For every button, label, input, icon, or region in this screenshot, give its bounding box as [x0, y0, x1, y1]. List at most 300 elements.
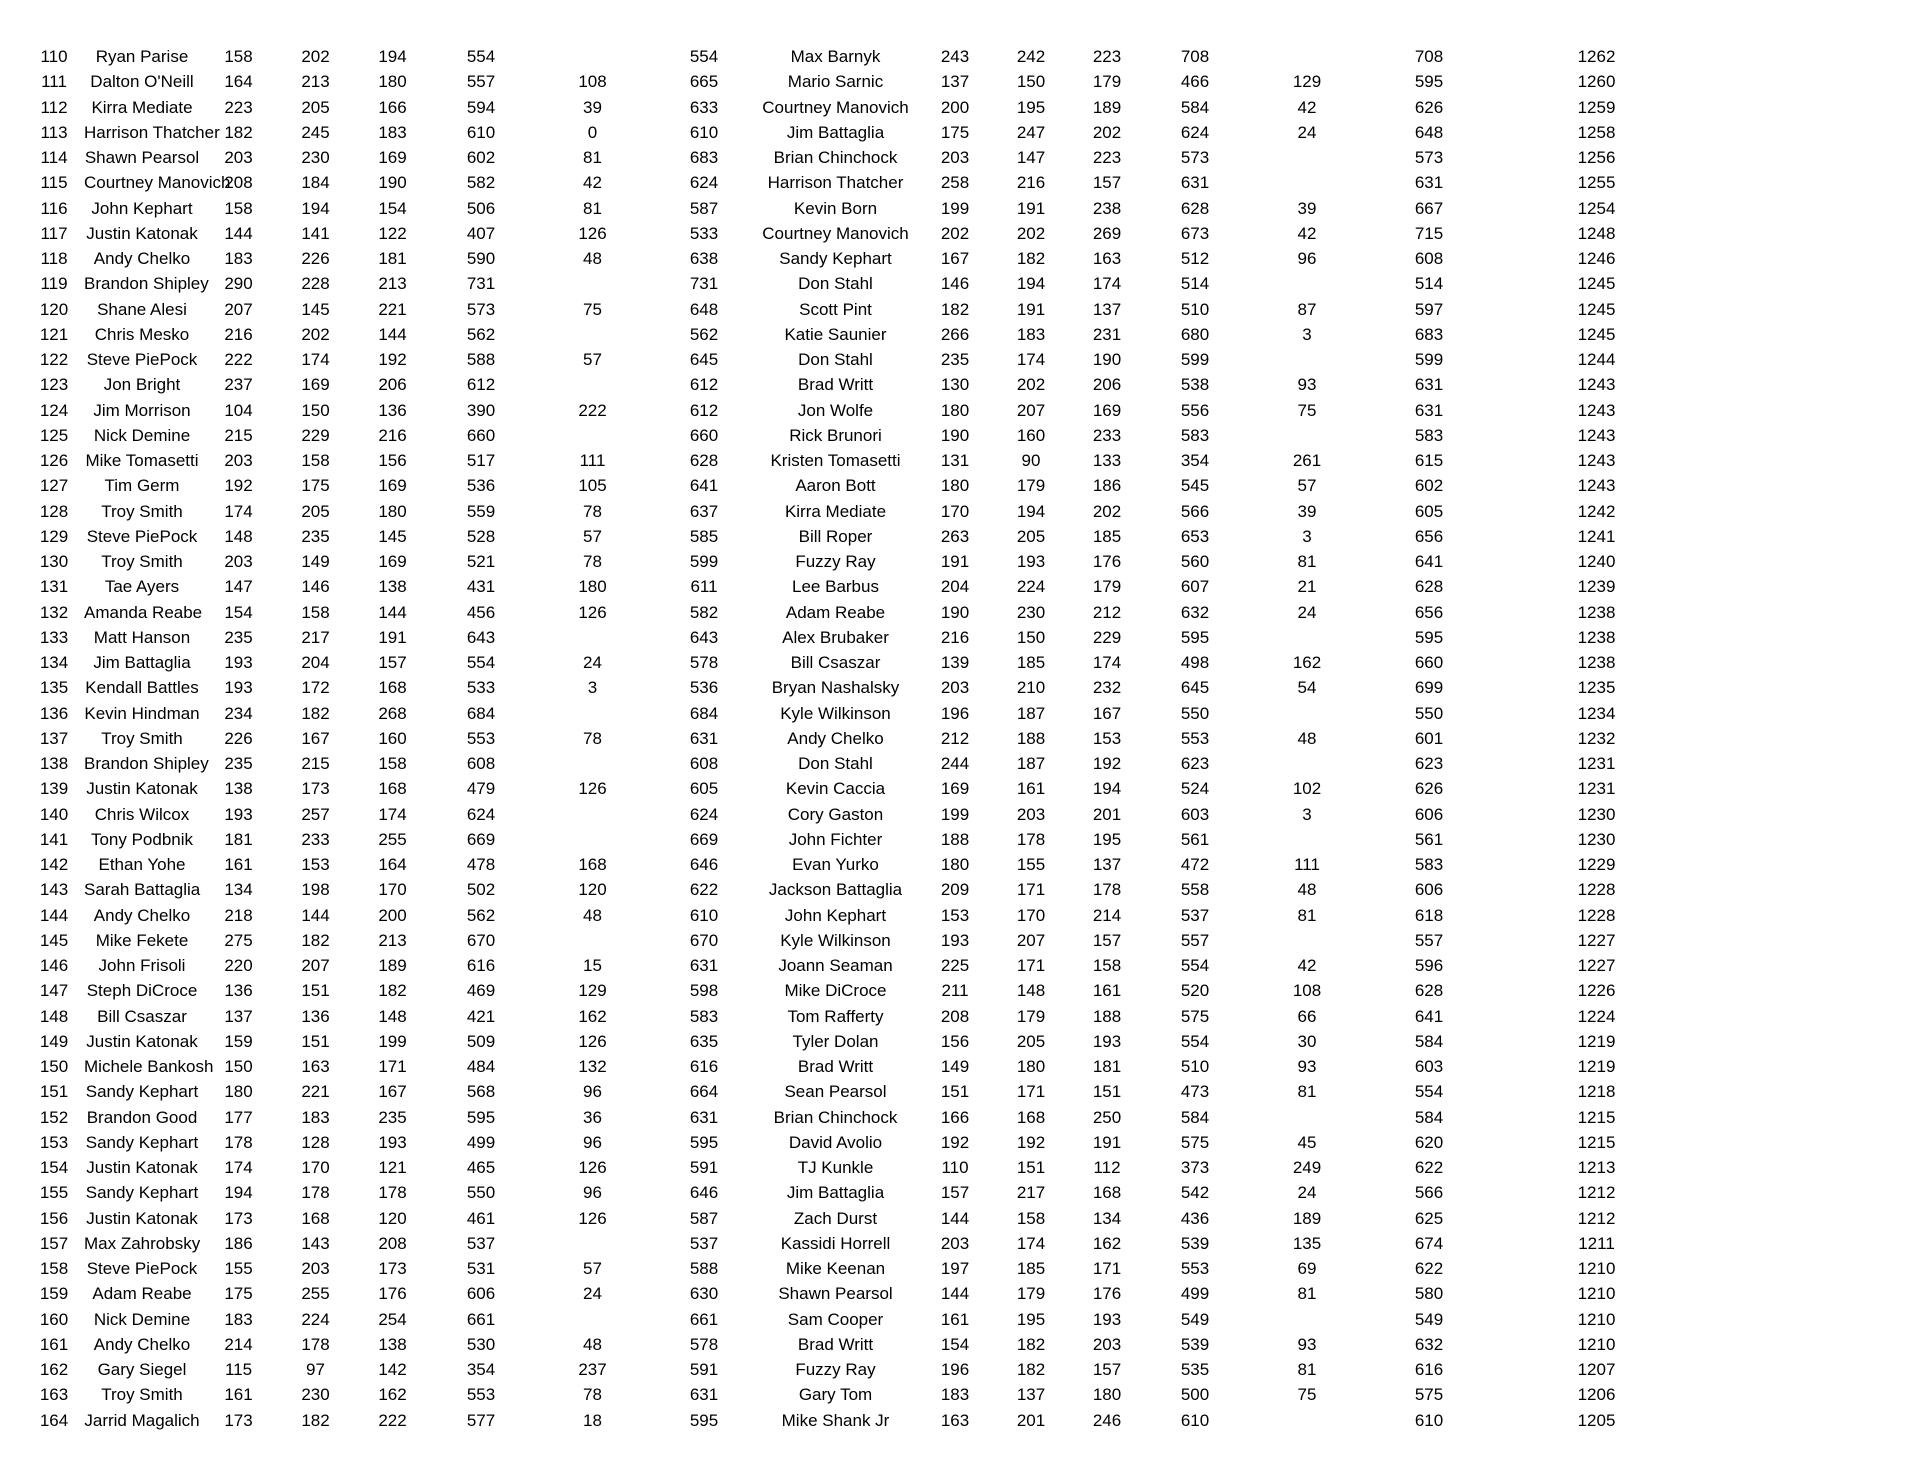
bowler-2-name-cell: Kassidi Horrell [780, 1233, 891, 1253]
bowler-2-scratch-cell: 553 [1180, 728, 1210, 748]
bowler-2-game-2-cell: 203 [1016, 804, 1046, 824]
bowler-2-scratch-cell: 545 [1180, 476, 1210, 496]
bowler-2-game-1-cell: 144 [940, 1208, 970, 1228]
bowler-1-game-2-cell: 182 [301, 930, 330, 950]
bowler-1-game-1-cell: 175 [224, 1284, 253, 1304]
bowler-2-scratch-cell: 539 [1180, 1334, 1210, 1354]
bowler-2-total-cell: 648 [1414, 122, 1444, 142]
bowler-1-game-2-cell: 163 [301, 1057, 330, 1077]
table-row [24, 524, 1704, 549]
bowler-2-handicap-cell: 93 [1297, 1334, 1317, 1354]
rank-cell: 130 [39, 552, 69, 572]
bowler-2-game-1-cell: 131 [940, 451, 970, 471]
bowler-1-total-cell: 645 [689, 350, 719, 370]
bowler-2-name-cell: Kirra Mediate [784, 501, 887, 521]
bowler-1-game-3-cell: 182 [378, 981, 407, 1001]
bowler-1-name-cell: Gary Siegel [97, 1360, 187, 1380]
table-row [24, 423, 1704, 448]
bowler-1-name-cell: Chris Mesko [94, 324, 190, 344]
bowler-2-game-3-cell: 212 [1092, 602, 1122, 622]
bowler-2-game-2-cell: 148 [1016, 981, 1046, 1001]
bowler-2-name-cell: John Kephart [784, 905, 887, 925]
bowler-2-game-3-cell: 157 [1092, 1360, 1122, 1380]
bowler-1-handicap-cell: 57 [583, 1259, 602, 1279]
bowler-1-game-3-cell: 121 [378, 1158, 407, 1178]
bowler-1-scratch-cell: 661 [466, 1309, 496, 1329]
bowler-1-game-3-cell: 164 [378, 855, 407, 875]
bowler-1-name-cell: Nick Demine [93, 425, 191, 445]
bowler-1-name-cell: Harrison Thatcher [84, 122, 220, 142]
bowler-1-game-1-cell: 183 [224, 1309, 253, 1329]
bowler-2-name-cell: Brad Writt [797, 1057, 874, 1077]
bowler-1-game-2-cell: 257 [301, 804, 330, 824]
bowler-1-scratch-cell: 554 [466, 47, 496, 67]
bowler-1-scratch-cell: 469 [466, 981, 496, 1001]
bowler-1-game-3-cell: 173 [378, 1259, 407, 1279]
bowler-1-game-3-cell: 178 [378, 1183, 407, 1203]
table-row [24, 928, 1704, 953]
bowler-1-game-1-cell: 181 [224, 829, 253, 849]
bowler-2-scratch-cell: 542 [1180, 1183, 1210, 1203]
rank-cell: 143 [39, 880, 69, 900]
table-row [24, 1357, 1704, 1382]
bowler-2-game-3-cell: 193 [1092, 1031, 1122, 1051]
bowler-1-game-2-cell: 207 [301, 956, 330, 976]
table-row [24, 1079, 1704, 1104]
bowler-2-name-cell: TJ Kunkle [797, 1158, 874, 1178]
bowler-2-scratch-cell: 498 [1180, 653, 1210, 673]
bowler-2-game-1-cell: 146 [940, 274, 970, 294]
bowler-2-name-cell: Shawn Pearsol [778, 1284, 893, 1304]
bowler-1-handicap-cell: 126 [578, 779, 607, 799]
bowler-1-handicap-cell: 42 [583, 173, 602, 193]
bowler-1-handicap-cell [531, 701, 654, 726]
bowler-1-total-cell: 595 [689, 1410, 719, 1430]
bowler-1-handicap-cell: 222 [578, 400, 607, 420]
rank-cell: 140 [39, 804, 69, 824]
bowler-2-total-cell: 514 [1414, 274, 1444, 294]
bowler-1-game-3-cell: 169 [378, 552, 407, 572]
bowler-2-game-3-cell: 188 [1092, 1006, 1122, 1026]
bowler-1-game-2-cell: 183 [301, 1107, 330, 1127]
team-total-cell: 1243 [1577, 375, 1616, 395]
bowler-2-game-2-cell: 160 [1016, 425, 1046, 445]
bowler-1-scratch-cell: 461 [466, 1208, 496, 1228]
rank-cell: 113 [40, 122, 68, 142]
bowler-1-handicap-cell: 126 [578, 1208, 607, 1228]
bowler-2-scratch-cell: 610 [1180, 1410, 1210, 1430]
bowler-1-total-cell: 637 [689, 501, 719, 521]
rank-cell: 148 [39, 1006, 69, 1026]
bowler-1-game-3-cell: 171 [378, 1057, 407, 1077]
bowler-1-game-2-cell: 167 [301, 728, 330, 748]
bowler-1-total-cell: 661 [689, 1309, 719, 1329]
bowler-2-scratch-cell: 573 [1180, 148, 1210, 168]
table-row [24, 69, 1704, 94]
bowler-2-total-cell: 599 [1414, 350, 1444, 370]
bowler-2-game-1-cell: 203 [940, 678, 970, 698]
bowler-1-game-3-cell: 191 [378, 627, 407, 647]
bowler-2-game-2-cell: 183 [1016, 324, 1046, 344]
bowler-2-handicap-cell [1245, 145, 1369, 170]
bowler-2-total-cell: 631 [1414, 173, 1444, 193]
bowler-2-handicap-cell [1245, 751, 1369, 776]
bowler-2-name-cell: Sandy Kephart [779, 249, 892, 269]
bowler-1-game-1-cell: 104 [224, 400, 253, 420]
team-total-cell: 1255 [1577, 173, 1616, 193]
bowler-2-game-2-cell: 205 [1016, 1031, 1046, 1051]
bowler-2-name-cell: Brian Chinchock [773, 1107, 898, 1127]
bowler-1-game-2-cell: 178 [301, 1183, 330, 1203]
bowler-1-scratch-cell: 616 [466, 956, 496, 976]
bowler-2-game-1-cell: 163 [940, 1410, 970, 1430]
bowler-1-game-3-cell: 138 [378, 577, 407, 597]
bowler-2-game-2-cell: 171 [1016, 956, 1046, 976]
bowler-2-game-2-cell: 191 [1016, 198, 1046, 218]
bowler-2-game-1-cell: 137 [940, 72, 970, 92]
bowler-2-game-1-cell: 193 [940, 930, 970, 950]
bowler-1-game-2-cell: 202 [301, 324, 330, 344]
bowler-2-total-cell: 626 [1414, 779, 1444, 799]
rank-cell: 133 [39, 627, 69, 647]
bowler-1-total-cell: 583 [689, 1006, 719, 1026]
bowler-1-game-3-cell: 169 [378, 148, 407, 168]
bowler-1-game-1-cell: 161 [224, 855, 253, 875]
bowler-1-name-cell: Max Zahrobsky [84, 1233, 201, 1253]
team-total-cell: 1243 [1577, 476, 1616, 496]
rank-cell: 128 [39, 501, 69, 521]
bowler-2-game-3-cell: 157 [1092, 173, 1122, 193]
bowler-2-name-cell: Katie Saunier [784, 324, 887, 344]
bowler-2-scratch-cell: 556 [1180, 400, 1210, 420]
bowler-1-game-3-cell: 168 [378, 678, 407, 698]
rank-cell: 158 [39, 1259, 69, 1279]
bowler-2-game-2-cell: 158 [1016, 1208, 1046, 1228]
bowler-1-game-1-cell: 155 [224, 1259, 253, 1279]
bowler-1-game-3-cell: 167 [378, 1082, 407, 1102]
bowler-2-total-cell: 660 [1414, 653, 1444, 673]
bowler-2-total-cell: 641 [1414, 552, 1444, 572]
bowler-1-game-2-cell: 173 [301, 779, 330, 799]
table-row [24, 1105, 1704, 1130]
bowler-1-scratch-cell: 573 [466, 299, 496, 319]
bowler-2-scratch-cell: 436 [1180, 1208, 1210, 1228]
bowler-1-game-1-cell: 275 [224, 930, 253, 950]
bowler-2-handicap-cell: 69 [1297, 1259, 1317, 1279]
table-row [24, 978, 1704, 1003]
bowler-1-name-cell: Nick Demine [93, 1309, 191, 1329]
bowler-2-game-1-cell: 263 [940, 526, 970, 546]
bowler-1-handicap-cell [531, 44, 654, 69]
bowler-2-game-3-cell: 133 [1092, 451, 1122, 471]
bowler-2-game-3-cell: 232 [1092, 678, 1122, 698]
bowler-1-game-3-cell: 222 [378, 1410, 407, 1430]
bowler-1-total-cell: 622 [689, 880, 719, 900]
bowler-2-game-3-cell: 176 [1092, 1284, 1122, 1304]
bowler-2-game-2-cell: 182 [1016, 1360, 1046, 1380]
bowler-2-game-1-cell: 196 [940, 703, 970, 723]
bowler-2-game-1-cell: 225 [940, 956, 970, 976]
bowler-1-scratch-cell: 478 [466, 855, 496, 875]
bowler-1-game-1-cell: 194 [224, 1183, 253, 1203]
bowler-2-total-cell: 603 [1414, 1057, 1444, 1077]
bowler-1-total-cell: 641 [689, 476, 719, 496]
bowler-1-handicap-cell: 57 [583, 350, 602, 370]
rank-cell: 114 [40, 148, 68, 168]
bowler-1-scratch-cell: 731 [466, 274, 496, 294]
bowler-2-name-cell: John Fichter [788, 829, 883, 849]
bowler-1-total-cell: 669 [689, 829, 719, 849]
bowler-2-total-cell: 674 [1414, 1233, 1444, 1253]
bowler-2-handicap-cell [1245, 423, 1369, 448]
bowler-2-total-cell: 566 [1414, 1183, 1444, 1203]
bowler-1-total-cell: 731 [689, 274, 719, 294]
rank-cell: 157 [39, 1233, 69, 1253]
bowler-2-scratch-cell: 510 [1180, 1057, 1210, 1077]
bowler-1-game-1-cell: 174 [224, 501, 253, 521]
bowler-2-name-cell: Bryan Nashalsky [771, 678, 900, 698]
bowler-1-game-3-cell: 216 [378, 425, 407, 445]
table-body [24, 44, 1704, 1433]
bowler-1-name-cell: Dalton O'Neill [90, 72, 194, 92]
bowler-2-game-3-cell: 181 [1092, 1057, 1122, 1077]
bowler-1-scratch-cell: 624 [466, 804, 496, 824]
rank-cell: 150 [39, 1057, 69, 1077]
bowler-1-game-2-cell: 143 [301, 1233, 330, 1253]
bowler-1-scratch-cell: 431 [466, 577, 496, 597]
table-row [24, 398, 1704, 423]
table-row [24, 701, 1704, 726]
bowler-1-game-2-cell: 97 [306, 1360, 325, 1380]
bowler-1-name-cell: Sarah Battaglia [84, 880, 201, 900]
bowler-2-game-1-cell: 154 [940, 1334, 970, 1354]
bowler-1-total-cell: 631 [689, 728, 719, 748]
bowler-2-game-1-cell: 203 [940, 148, 970, 168]
rank-cell: 129 [39, 526, 69, 546]
bowler-2-name-cell: Jon Wolfe [797, 400, 874, 420]
bowler-1-name-cell: Steph DiCroce [86, 981, 198, 1001]
team-total-cell: 1228 [1577, 905, 1616, 925]
bowler-2-total-cell: 597 [1414, 299, 1444, 319]
bowler-1-name-cell: Troy Smith [101, 728, 183, 748]
bowler-1-total-cell: 585 [689, 526, 719, 546]
bowler-2-game-1-cell: 180 [940, 400, 970, 420]
bowler-1-scratch-cell: 506 [466, 198, 496, 218]
bowler-1-handicap-cell: 39 [583, 97, 602, 117]
team-total-cell: 1260 [1577, 72, 1616, 92]
bowler-1-handicap-cell: 126 [578, 602, 607, 622]
bowler-1-total-cell: 599 [689, 552, 719, 572]
table-row [24, 903, 1704, 928]
team-total-cell: 1239 [1577, 577, 1616, 597]
bowler-2-game-3-cell: 137 [1092, 855, 1122, 875]
bowler-2-game-2-cell: 180 [1016, 1057, 1046, 1077]
bowler-1-scratch-cell: 407 [466, 223, 496, 243]
bowler-1-handicap-cell [531, 423, 654, 448]
bowler-2-game-2-cell: 210 [1016, 678, 1046, 698]
bowler-1-game-3-cell: 138 [378, 1334, 407, 1354]
bowler-1-total-cell: 588 [689, 1259, 719, 1279]
bowler-2-total-cell: 584 [1414, 1107, 1444, 1127]
bowler-2-handicap-cell: 24 [1297, 122, 1317, 142]
team-total-cell: 1232 [1577, 728, 1616, 748]
bowler-2-game-2-cell: 137 [1016, 1385, 1046, 1405]
team-total-cell: 1230 [1577, 804, 1616, 824]
table-row [24, 600, 1704, 625]
bowler-2-game-3-cell: 169 [1092, 400, 1122, 420]
bowler-1-scratch-cell: 550 [466, 1183, 496, 1203]
bowler-2-name-cell: Don Stahl [798, 350, 873, 370]
bowler-1-game-1-cell: 137 [224, 1006, 253, 1026]
bowler-1-total-cell: 648 [689, 299, 719, 319]
standings-sheet [24, 44, 1704, 1433]
bowler-2-name-cell: Mike DiCroce [784, 981, 887, 1001]
table-row [24, 1408, 1704, 1433]
team-total-cell: 1224 [1577, 1006, 1616, 1026]
bowler-1-game-1-cell: 161 [224, 1385, 253, 1405]
bowler-2-scratch-cell: 628 [1180, 198, 1210, 218]
bowler-1-handicap-cell [531, 625, 654, 650]
bowler-2-scratch-cell: 623 [1180, 754, 1210, 774]
bowler-1-handicap-cell [531, 271, 654, 296]
bowler-1-handicap-cell: 126 [578, 1158, 607, 1178]
bowler-1-game-2-cell: 182 [301, 1410, 330, 1430]
team-total-cell: 1212 [1577, 1208, 1616, 1228]
bowler-2-total-cell: 616 [1414, 1360, 1444, 1380]
bowler-1-game-2-cell: 168 [301, 1208, 330, 1228]
bowler-2-game-2-cell: 201 [1016, 1410, 1046, 1430]
bowler-1-game-3-cell: 160 [378, 728, 407, 748]
bowler-1-game-3-cell: 213 [378, 274, 407, 294]
bowler-2-game-1-cell: 169 [940, 779, 970, 799]
bowler-2-scratch-cell: 512 [1180, 249, 1210, 269]
table-row [24, 196, 1704, 221]
team-total-cell: 1246 [1577, 249, 1616, 269]
bowler-2-game-1-cell: 243 [940, 47, 970, 67]
bowler-1-game-1-cell: 154 [224, 602, 253, 622]
bowler-1-name-cell: Shane Alesi [97, 299, 187, 319]
bowler-2-scratch-cell: 653 [1180, 526, 1210, 546]
bowler-2-game-1-cell: 204 [940, 577, 970, 597]
bowler-1-game-2-cell: 158 [301, 451, 330, 471]
bowler-1-game-1-cell: 158 [224, 198, 253, 218]
bowler-2-game-3-cell: 151 [1092, 1082, 1122, 1102]
bowler-1-game-3-cell: 254 [378, 1309, 407, 1329]
rank-cell: 117 [40, 223, 68, 243]
bowler-1-name-cell: Michele Bankosh [84, 1057, 214, 1077]
bowler-2-total-cell: 631 [1414, 375, 1444, 395]
bowler-1-game-1-cell: 144 [224, 223, 253, 243]
bowler-2-game-2-cell: 216 [1016, 173, 1046, 193]
team-total-cell: 1205 [1577, 1410, 1616, 1430]
bowler-2-scratch-cell: 645 [1180, 678, 1210, 698]
bowler-1-total-cell: 562 [689, 324, 719, 344]
bowler-2-game-1-cell: 216 [940, 627, 970, 647]
bowler-1-game-3-cell: 136 [378, 400, 407, 420]
bowler-2-scratch-cell: 584 [1180, 1107, 1210, 1127]
bowler-1-game-3-cell: 180 [378, 501, 407, 521]
bowler-1-handicap-cell: 237 [578, 1360, 607, 1380]
table-row [24, 1054, 1704, 1079]
bowler-2-game-1-cell: 211 [941, 981, 969, 1001]
bowler-2-name-cell: Brad Writt [797, 1334, 874, 1354]
bowler-2-handicap-cell: 111 [1294, 855, 1320, 875]
rank-cell: 139 [39, 779, 69, 799]
bowler-1-scratch-cell: 562 [466, 905, 496, 925]
bowler-1-total-cell: 628 [689, 451, 719, 471]
bowler-2-scratch-cell: 575 [1180, 1006, 1210, 1026]
bowler-1-total-cell: 578 [689, 653, 719, 673]
bowler-1-game-3-cell: 169 [378, 476, 407, 496]
bowler-2-name-cell: Don Stahl [798, 274, 873, 294]
bowler-2-scratch-cell: 549 [1180, 1309, 1210, 1329]
bowler-1-total-cell: 684 [689, 703, 719, 723]
bowler-2-handicap-cell: 135 [1292, 1233, 1322, 1253]
bowler-1-game-3-cell: 158 [378, 754, 407, 774]
bowler-1-game-3-cell: 156 [378, 451, 407, 471]
bowler-1-name-cell: Jim Morrison [93, 400, 191, 420]
table-row [24, 1004, 1704, 1029]
rank-cell: 112 [40, 97, 68, 117]
rank-cell: 116 [40, 198, 68, 218]
bowler-1-game-2-cell: 151 [301, 981, 330, 1001]
bowler-2-handicap-cell [1245, 44, 1369, 69]
bowler-1-scratch-cell: 594 [466, 97, 496, 117]
bowler-2-name-cell: Adam Reabe [785, 602, 886, 622]
bowler-1-game-3-cell: 199 [378, 1031, 407, 1051]
bowler-2-handicap-cell: 48 [1297, 880, 1317, 900]
bowler-2-game-3-cell: 178 [1092, 880, 1122, 900]
team-total-cell: 1215 [1577, 1132, 1616, 1152]
table-row [24, 448, 1704, 473]
bowler-2-total-cell: 623 [1414, 754, 1444, 774]
bowler-1-game-2-cell: 217 [301, 627, 330, 647]
rank-cell: 155 [39, 1183, 69, 1203]
bowler-2-total-cell: 550 [1414, 703, 1444, 723]
bowler-2-total-cell: 615 [1414, 451, 1444, 471]
bowler-2-game-1-cell: 151 [940, 1082, 970, 1102]
bowler-2-game-3-cell: 201 [1092, 804, 1122, 824]
rank-cell: 119 [40, 274, 68, 294]
bowler-2-name-cell: Jim Battaglia [786, 1183, 885, 1203]
bowler-1-scratch-cell: 562 [466, 324, 496, 344]
rank-cell: 123 [39, 375, 69, 395]
table-row [24, 574, 1704, 599]
bowler-2-name-cell: Mike Shank Jr [781, 1410, 890, 1430]
bowler-1-game-2-cell: 205 [301, 97, 330, 117]
bowler-1-scratch-cell: 684 [466, 703, 496, 723]
bowler-1-name-cell: Jon Bright [103, 375, 181, 395]
bowler-2-handicap-cell: 30 [1297, 1031, 1317, 1051]
bowler-1-game-3-cell: 268 [378, 703, 407, 723]
bowler-1-game-2-cell: 203 [301, 1259, 330, 1279]
bowler-1-scratch-cell: 536 [466, 476, 496, 496]
bowler-1-total-cell: 598 [689, 981, 719, 1001]
bowler-1-game-2-cell: 230 [301, 148, 330, 168]
bowler-1-game-1-cell: 237 [224, 375, 253, 395]
bowler-2-scratch-cell: 514 [1180, 274, 1210, 294]
bowler-1-game-3-cell: 144 [378, 602, 407, 622]
bowler-2-handicap-cell: 81 [1297, 552, 1317, 572]
bowler-2-scratch-cell: 561 [1180, 829, 1210, 849]
bowler-2-total-cell: 622 [1414, 1158, 1444, 1178]
table-row [24, 675, 1704, 700]
bowler-2-game-2-cell: 150 [1016, 627, 1046, 647]
table-row [24, 271, 1704, 296]
bowler-2-game-2-cell: 247 [1016, 122, 1046, 142]
bowler-2-name-cell: Tyler Dolan [792, 1031, 879, 1051]
bowler-1-game-3-cell: 170 [378, 880, 407, 900]
